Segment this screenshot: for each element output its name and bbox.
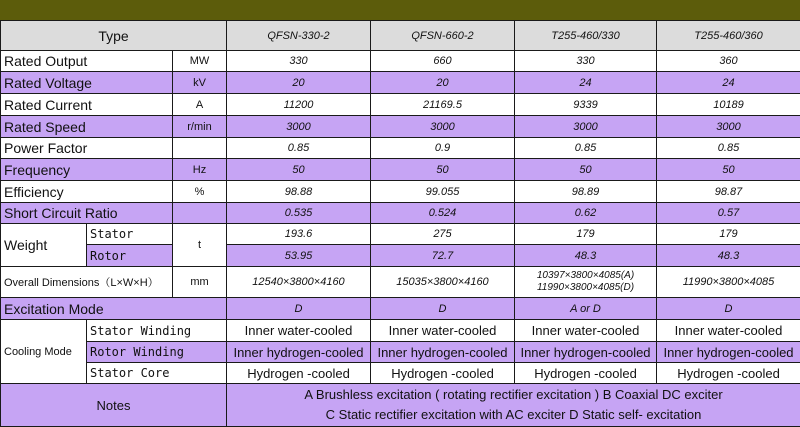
sub-label: Stator Winding [87, 320, 227, 342]
excitation-mode-row [1, 298, 800, 320]
overall-dimensions-row [1, 267, 800, 298]
value-cell: Inner water-cooled [515, 320, 657, 342]
value-cell: 330 [515, 51, 657, 72]
value-cell: 24 [515, 72, 657, 94]
unit-cell: t [173, 224, 227, 267]
row-label: Rated Output [1, 51, 173, 72]
value-cell: 50 [515, 159, 657, 181]
value-cell: 50 [657, 159, 800, 181]
value-cell: 12540×3800×4160 [227, 267, 371, 298]
rated-voltage-row [1, 72, 800, 94]
value-cell: D [227, 298, 371, 320]
notes-line: A Brushless excitation ( rotating rectifier excitation ) B Coaxial DC exciter [304, 387, 723, 402]
value-cell: 50 [371, 159, 515, 181]
value-cell: 0.535 [227, 203, 371, 224]
notes-row [1, 384, 800, 427]
value-cell: D [657, 298, 800, 320]
weight-stator-row [1, 224, 800, 245]
row-label: Excitation Mode [1, 298, 227, 320]
sub-label: Rotor [87, 245, 173, 267]
model-header: T255-460/360 [657, 21, 800, 51]
unit-cell: kV [173, 72, 227, 94]
value-cell: 98.88 [227, 181, 371, 203]
row-label: Short Circuit Ratio [1, 203, 173, 224]
row-label: Rated Current [1, 94, 173, 116]
value-cell: 50 [227, 159, 371, 181]
cooling-rotor-winding-row [1, 342, 800, 363]
unit-cell: r/min [173, 116, 227, 138]
value-cell: 48.3 [657, 245, 800, 267]
value-cell: 3000 [371, 116, 515, 138]
power-factor-row [1, 138, 800, 159]
value-cell: Inner water-cooled [227, 320, 371, 342]
value-cell: 193.6 [227, 224, 371, 245]
value-cell: 0.9 [371, 138, 515, 159]
value-cell: 11990×3800×4085 [657, 267, 800, 298]
value-cell: Hydrogen -cooled [371, 363, 515, 384]
generator-spec-table [0, 20, 800, 427]
value-cell: 3000 [227, 116, 371, 138]
value-cell: Inner water-cooled [371, 320, 515, 342]
value-cell: 0.85 [515, 138, 657, 159]
value-cell: 11200 [227, 94, 371, 116]
value-cell: D [371, 298, 515, 320]
row-label: Rated Voltage [1, 72, 173, 94]
value-cell: 72.7 [371, 245, 515, 267]
value-cell: 275 [371, 224, 515, 245]
weight-label: Weight [1, 224, 87, 267]
unit-cell: A [173, 94, 227, 116]
value-cell: Hydrogen -cooled [515, 363, 657, 384]
value-cell: Inner hydrogen-cooled [515, 342, 657, 363]
top-band [0, 0, 800, 20]
value-cell: 0.85 [227, 138, 371, 159]
sub-label: Rotor Winding [87, 342, 227, 363]
value-cell: Hydrogen -cooled [657, 363, 800, 384]
model-header: QFSN-660-2 [371, 21, 515, 51]
cooling-stator-core-row [1, 363, 800, 384]
value-cell: 0.85 [657, 138, 800, 159]
value-cell: 3000 [657, 116, 800, 138]
value-cell: A or D [515, 298, 657, 320]
value-cell: 21169.5 [371, 94, 515, 116]
value-cell: 0.57 [657, 203, 800, 224]
unit-cell: % [173, 181, 227, 203]
notes-line: C Static rectifier excitation with AC exciter D Static self- excitation [325, 407, 702, 422]
value-cell: 330 [227, 51, 371, 72]
rated-speed-row [1, 116, 800, 138]
value-cell: 360 [657, 51, 800, 72]
value-cell: Inner hydrogen-cooled [657, 342, 800, 363]
value-cell: 20 [227, 72, 371, 94]
value-cell: Inner hydrogen-cooled [227, 342, 371, 363]
row-label: Overall Dimensions（L×W×H） [1, 267, 173, 298]
frequency-row [1, 159, 800, 181]
value-cell: 98.89 [515, 181, 657, 203]
model-header: T255-460/330 [515, 21, 657, 51]
header-row [1, 21, 800, 51]
unit-cell [173, 203, 227, 224]
value-cell: 98.87 [657, 181, 800, 203]
value-cell: 10397×3800×4085(A) 11990×3800×4085(D) [515, 267, 657, 298]
value-cell: 99.055 [371, 181, 515, 203]
unit-cell: mm [173, 267, 227, 298]
value-cell: Hydrogen -cooled [227, 363, 371, 384]
sub-label: Stator Core [87, 363, 227, 384]
value-cell: 24 [657, 72, 800, 94]
row-label: Rated Speed [1, 116, 173, 138]
notes-text [227, 384, 800, 427]
value-cell: 10189 [657, 94, 800, 116]
unit-cell [173, 138, 227, 159]
rated-current-row [1, 94, 800, 116]
type-header: Type [1, 21, 227, 51]
value-cell: Inner water-cooled [657, 320, 800, 342]
value-cell: 179 [657, 224, 800, 245]
row-label: Efficiency [1, 181, 173, 203]
value-cell: 0.62 [515, 203, 657, 224]
cooling-stator-winding-row [1, 320, 800, 342]
value-cell: 20 [371, 72, 515, 94]
value-cell: 0.524 [371, 203, 515, 224]
short-circuit-ratio-row [1, 203, 800, 224]
value-cell: 660 [371, 51, 515, 72]
value-cell: 179 [515, 224, 657, 245]
unit-cell: Hz [173, 159, 227, 181]
unit-cell: MW [173, 51, 227, 72]
value-cell: Inner hydrogen-cooled [371, 342, 515, 363]
rated-output-row [1, 51, 800, 72]
row-label: Frequency [1, 159, 173, 181]
sub-label: Stator [87, 224, 173, 245]
model-header: QFSN-330-2 [227, 21, 371, 51]
efficiency-row [1, 181, 800, 203]
value-cell: 15035×3800×4160 [371, 267, 515, 298]
value-cell: 9339 [515, 94, 657, 116]
value-cell: 53.95 [227, 245, 371, 267]
cooling-mode-label: Cooling Mode [1, 320, 87, 384]
weight-rotor-row [1, 245, 800, 267]
notes-label: Notes [1, 384, 227, 427]
row-label: Power Factor [1, 138, 173, 159]
value-cell: 3000 [515, 116, 657, 138]
value-cell: 48.3 [515, 245, 657, 267]
